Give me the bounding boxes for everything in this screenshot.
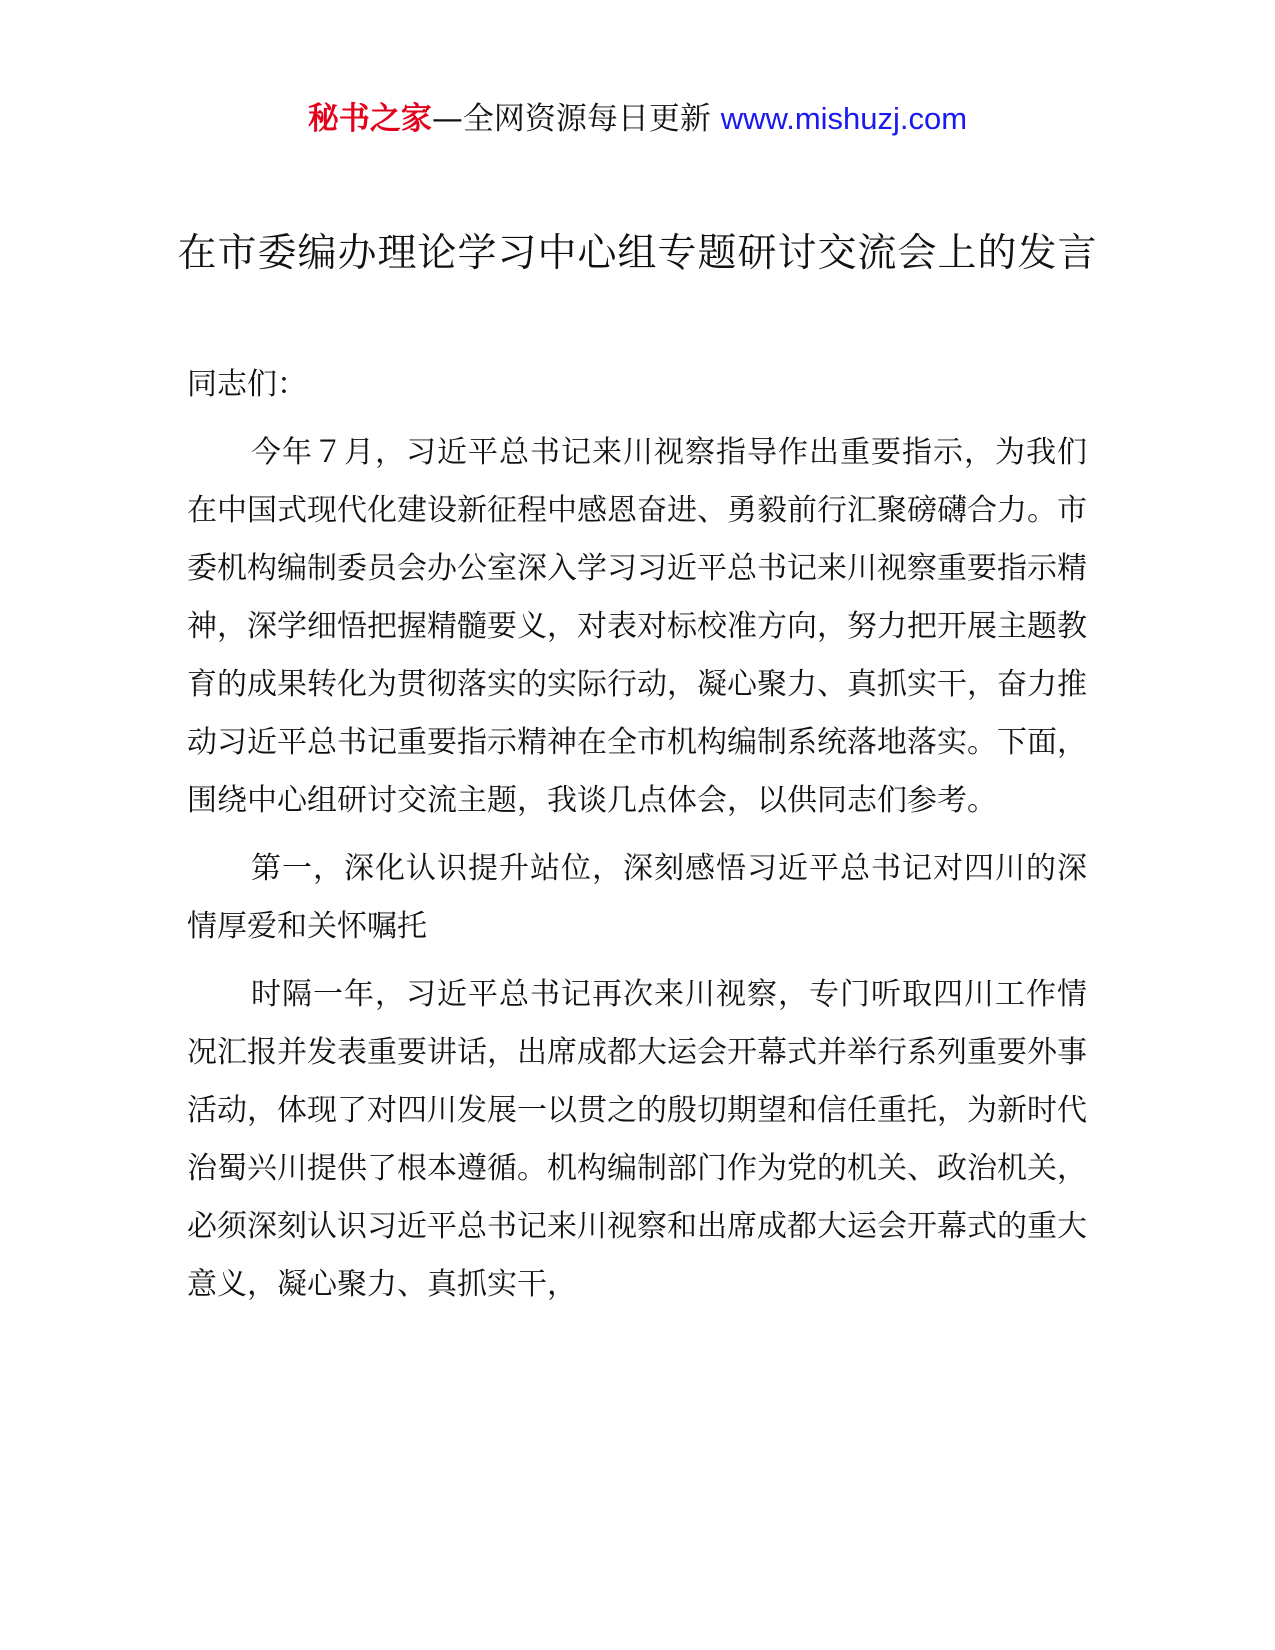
document-title: 在市委编办理论学习中心组专题研讨交流会上的发言	[177, 231, 1098, 276]
body-paragraph: 今年７月，习近平总书记来川视察指导作出重要指示，为我们在中国式现代化建设新征程中感恩奋进、勇毅前行汇聚磅礴合力。市委机构编制委员会办公室深入学习习近平总书记来川视察重要指示精神，深学细悟把握精髓要义，对表对标校准方向，努力把开展主题教育的成果转化为贯彻落实的实际行动，凝心聚力、真抓实干，奋力推动习近平总书记重要指示精神在全市机构编制系统落地落实。下面，围绕中心组研讨交流主题，我谈几点体会，以供同志们参考。	[187, 435, 1087, 818]
header-slogan: —全网资源每日更新	[431, 101, 711, 137]
salutation: 同志们：	[187, 367, 307, 402]
body-paragraph: 时隔一年，习近平总书记再次来川视察，专门听取四川工作情况汇报并发表重要讲话，出席成都大运会开幕式并举行系列重要外事活动，体现了对四川发展一以贯之的殷切期望和信任重托，为新时代治蜀兴川提供了根本遵循。机构编制部门作为党的机关、政治机关，必须深刻认识习近平总书记来川视察和出席成都大运会开幕式的重大意义，凝心聚力、真抓实干，	[187, 977, 1087, 1302]
site-url-link[interactable]: www.mishuzj.com	[720, 101, 968, 136]
section-heading: 第一，深化认识提升站位，深刻感悟习近平总书记对四川的深情厚爱和关怀嘱托	[187, 851, 1087, 944]
document-body	[187, 356, 1087, 1324]
site-header	[0, 96, 1275, 142]
brand-name: 秘书之家	[307, 101, 432, 137]
